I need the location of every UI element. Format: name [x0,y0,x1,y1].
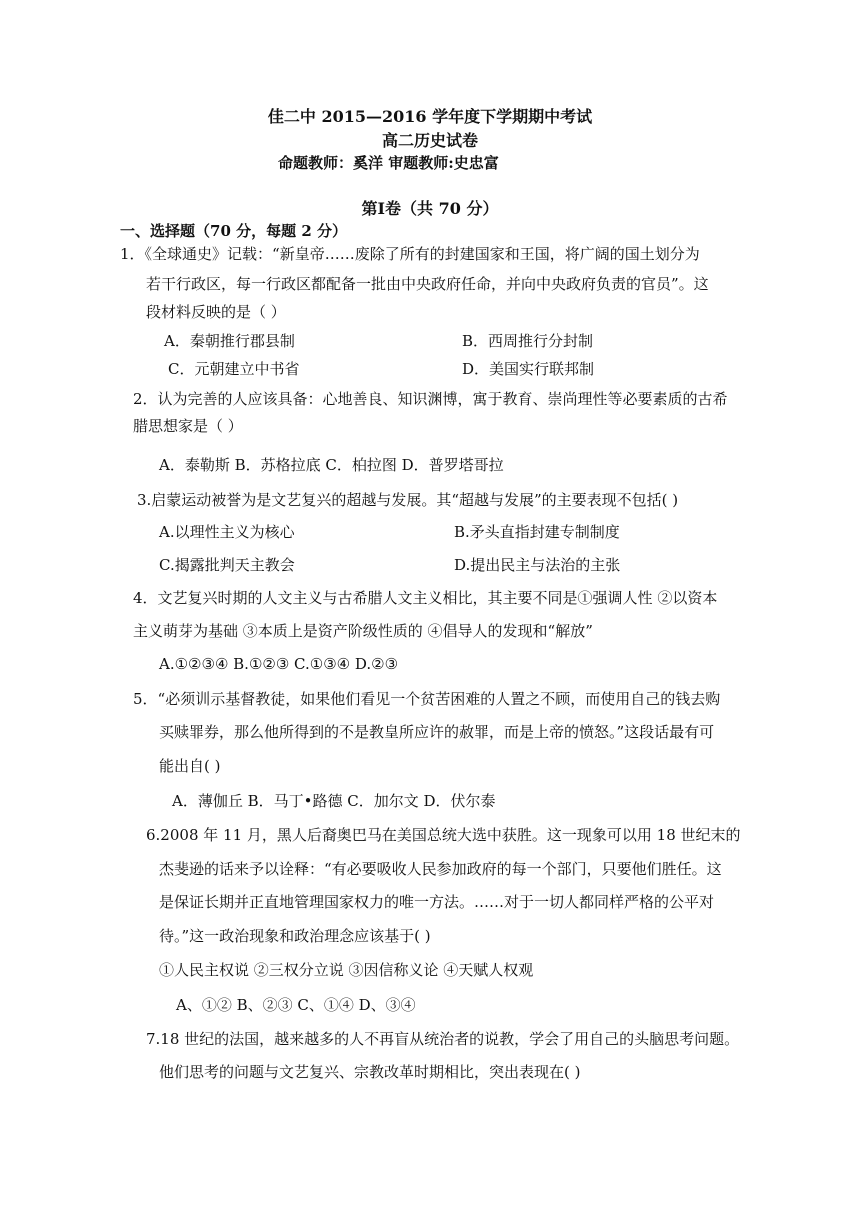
section-title: 一、选择题（70 分，每题 2 分） [120,222,347,240]
question-4-options: A.①②③④ B.①②③ C.①③④ D.②③ [159,655,399,673]
question-6-line-4: 待。”这一政治现象和政治理念应该基于( ) [159,927,431,945]
exam-title: 佳二中 2015—2016 学年度下学期期中考试 [267,107,593,126]
question-3-option-b: B.矛头直指封建专制制度 [454,523,620,541]
question-6-line-2: 杰斐逊的话来予以诠释：“有必要吸收人民参加政府的每一个部门，只要他们胜任。这 [159,860,722,878]
question-4-line-1: 4．文艺复兴时期的人文主义与古希腊人文主义相比，其主要不同是①强调人性 ②以资本 [133,589,718,607]
question-3-option-c: C.揭露批判天主教会 [159,556,295,574]
question-6-options: A、①② B、②③ C、①④ D、③④ [176,996,416,1014]
question-1-line-3: 段材料反映的是（ ） [146,303,286,321]
question-6-line-1: 6.2008 年 11 月，黑人后裔奥巴马在美国总统大选中获胜。这一现象可以用 18 世纪末的 [146,826,741,844]
question-6-line-5: ①人民主权说 ②三权分立说 ③因信称义论 ④天赋人权观 [159,961,534,979]
question-5-options: A．薄伽丘 B．马丁•路德 C．加尔文 D．伏尔泰 [172,792,496,810]
question-5-line-2: 买赎罪券，那么他所得到的不是教皇所应许的赦罪，而是上帝的愤怒。”这段话最有可 [159,723,715,741]
question-4-line-2: 主义萌芽为基础 ③本质上是资产阶级性质的 ④倡导人的发现和“解放” [133,622,593,640]
question-3-line-1: 3.启蒙运动被誉为是文艺复兴的超越与发展。其“超越与发展”的主要表现不包括( ) [137,491,679,509]
question-3-option-a: A.以理性主义为核心 [159,523,295,541]
question-2-line-2: 腊思想家是（ ） [133,417,243,435]
question-7-line-1: 7.18 世纪的法国，越来越多的人不再盲从统治者的说教，学会了用自己的头脑思考问题。 [146,1030,740,1048]
question-3-option-d: D.提出民主与法治的主张 [454,556,621,574]
question-5-line-1: 5．“必须训示基督教徒，如果他们看见一个贫苦困难的人置之不顾，而使用自己的钱去购 [133,690,721,708]
question-5-line-3: 能出自( ) [159,757,221,775]
question-1-option-d: D．美国实行联邦制 [462,360,595,378]
question-1-option-b: B．西周推行分封制 [462,332,594,350]
question-7-line-2: 他们思考的问题与文艺复兴、宗教改革时期相比，突出表现在( ) [159,1063,581,1081]
question-2-options: A．泰勒斯 B．苏格拉底 C．柏拉图 D．普罗塔哥拉 [159,456,504,474]
part-title: 第Ⅰ卷（共 70 分） [361,199,499,218]
question-2-line-1: 2．认为完善的人应该具备：心地善良、知识渊博，寓于教育、崇尚理性等必要素质的古希 [133,390,728,408]
exam-subtitle: 高二历史试卷 [381,131,478,150]
question-1-option-a: A．秦朝推行郡县制 [164,332,295,350]
question-6-line-3: 是保证长期并正直地管理国家权力的唯一方法。……对于一切人都同样严格的公平对 [159,893,715,911]
author-line: 命题教师：奚洋 审题教师:史忠富 [278,154,499,172]
question-1-option-c: C．元朝建立中书省 [168,360,300,378]
question-1-line-1: 1．《全球通史》记载：“新皇帝……废除了所有的封建国家和王国，将广阔的国土划分为 [120,245,700,263]
question-1-line-2: 若干行政区，每一行政区都配备一批由中央政府任命，并向中央政府负责的官员”。这 [146,275,709,293]
